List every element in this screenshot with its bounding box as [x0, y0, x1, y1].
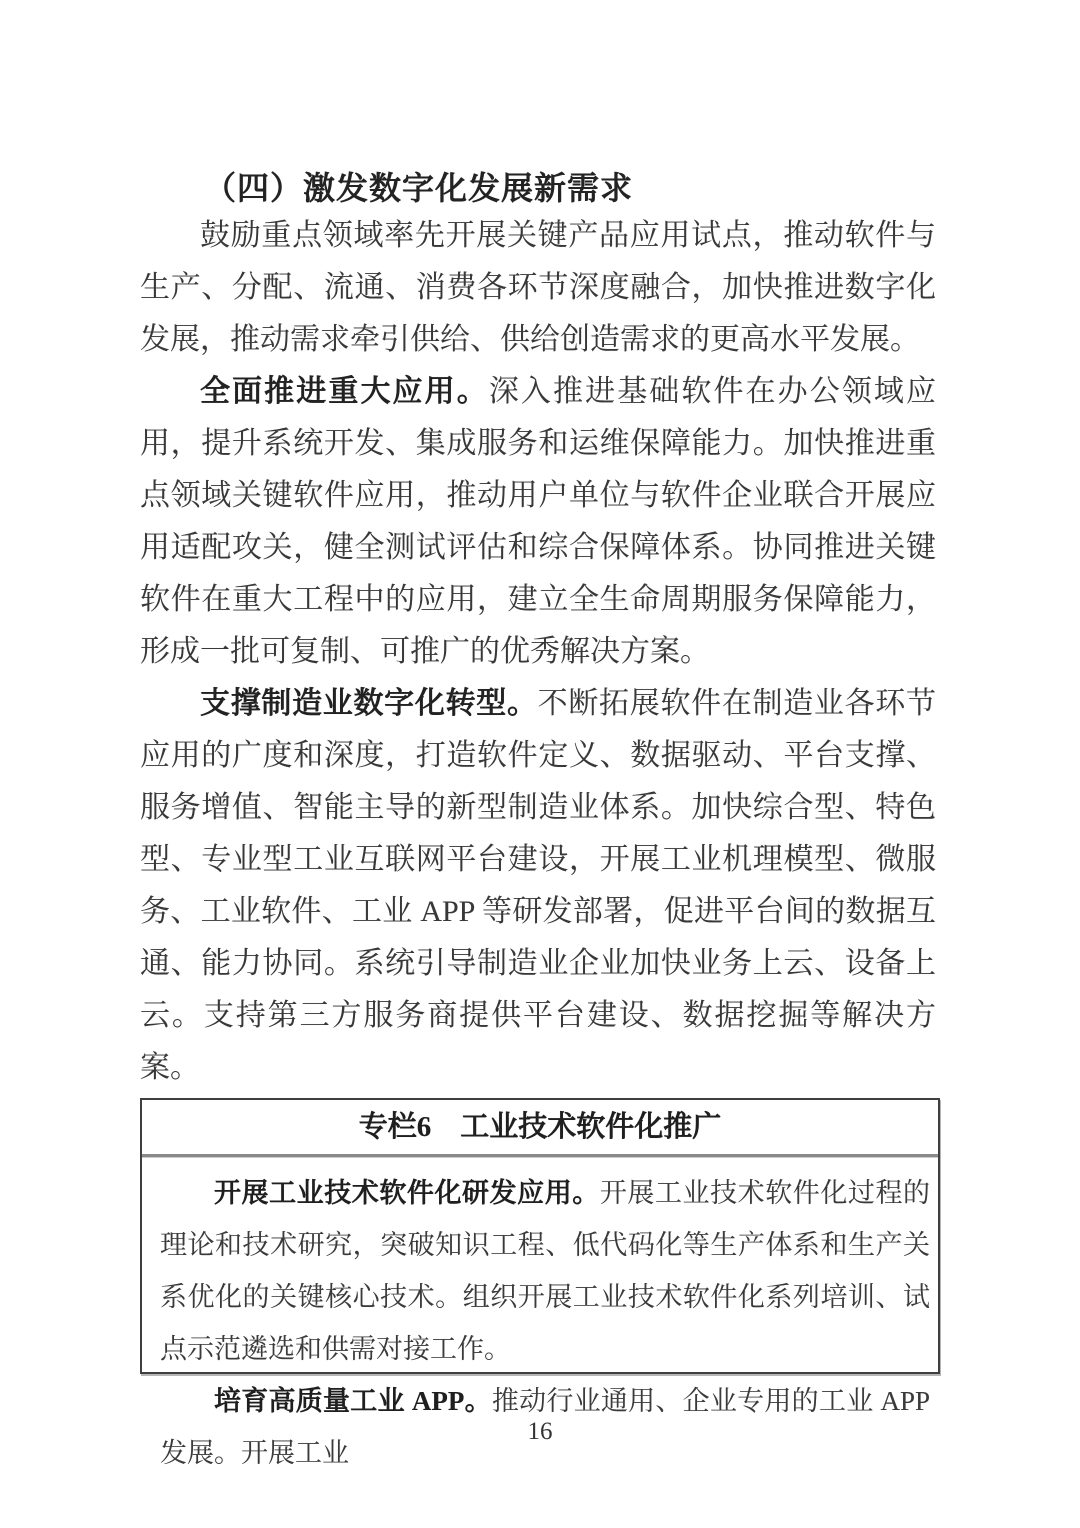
paragraph-intro	[140, 210, 936, 366]
paragraph-text: 鼓励重点领域率先开展关键产品应用试点，推动软件与生产、分配、流通、消费各环节深度融合，加快推进数字化发展，推动需求牵引供给、供给创造需求的更高水平发展。	[140, 219, 936, 356]
callout-paragraph-lead: 培育高质量工业 APP。	[214, 1386, 492, 1416]
section-heading: （四）激发数字化发展新需求	[204, 170, 634, 206]
paragraph-lead: 支撑制造业数字化转型。	[200, 687, 538, 720]
paragraph-manufacturing-transform	[140, 678, 936, 1094]
callout-paragraph-text: 开展工业技术软件化过程的理论和技术研究，突破知识工程、低代码化等生产体系和生产关系优化的关键核心技术。组织开展工业技术软件化系列培训、试点示范遴选和供需对接工作。	[160, 1178, 931, 1364]
callout-paragraph-lead: 开展工业技术软件化研发应用。	[214, 1178, 600, 1208]
callout-paragraph-rnd	[160, 1167, 930, 1375]
page-number: 16	[527, 1418, 553, 1445]
paragraph-text: 不断拓展软件在制造业各环节应用的广度和深度，打造软件定义、数据驱动、平台支撑、服务增值、智能主导的新型制造业体系。加快综合型、特色型、专业型工业互联网平台建设，开展工业机理模型、微服务、工业软件、工业 APP 等研发部署，促进平台间的数据互通、能力协同。系统引导制造业企业加快业务上云、设备上云。支持第三方服务商提供平台建设、数据挖掘等解决方案。	[140, 687, 937, 1084]
paragraph-text: 深入推进基础软件在办公领域应用，提升系统开发、集成服务和运维保障能力。加快推进重点领域关键软件应用，推动用户单位与软件企业联合开展应用适配攻关，健全测试评估和综合保障体系。协同推进关键软件在重大工程中的应用，建立全生命周期服务保障能力，形成一批可复制、可推广的优秀解决方案。	[140, 375, 937, 668]
callout-title: 专栏6 工业技术软件化推广	[142, 1100, 938, 1157]
paragraph-major-applications	[140, 366, 936, 678]
callout-paragraph-text: 推动行业通用、企业专用的工业 APP 发展。开展工业	[160, 1386, 930, 1468]
paragraph-lead: 全面推进重大应用。	[200, 375, 489, 408]
